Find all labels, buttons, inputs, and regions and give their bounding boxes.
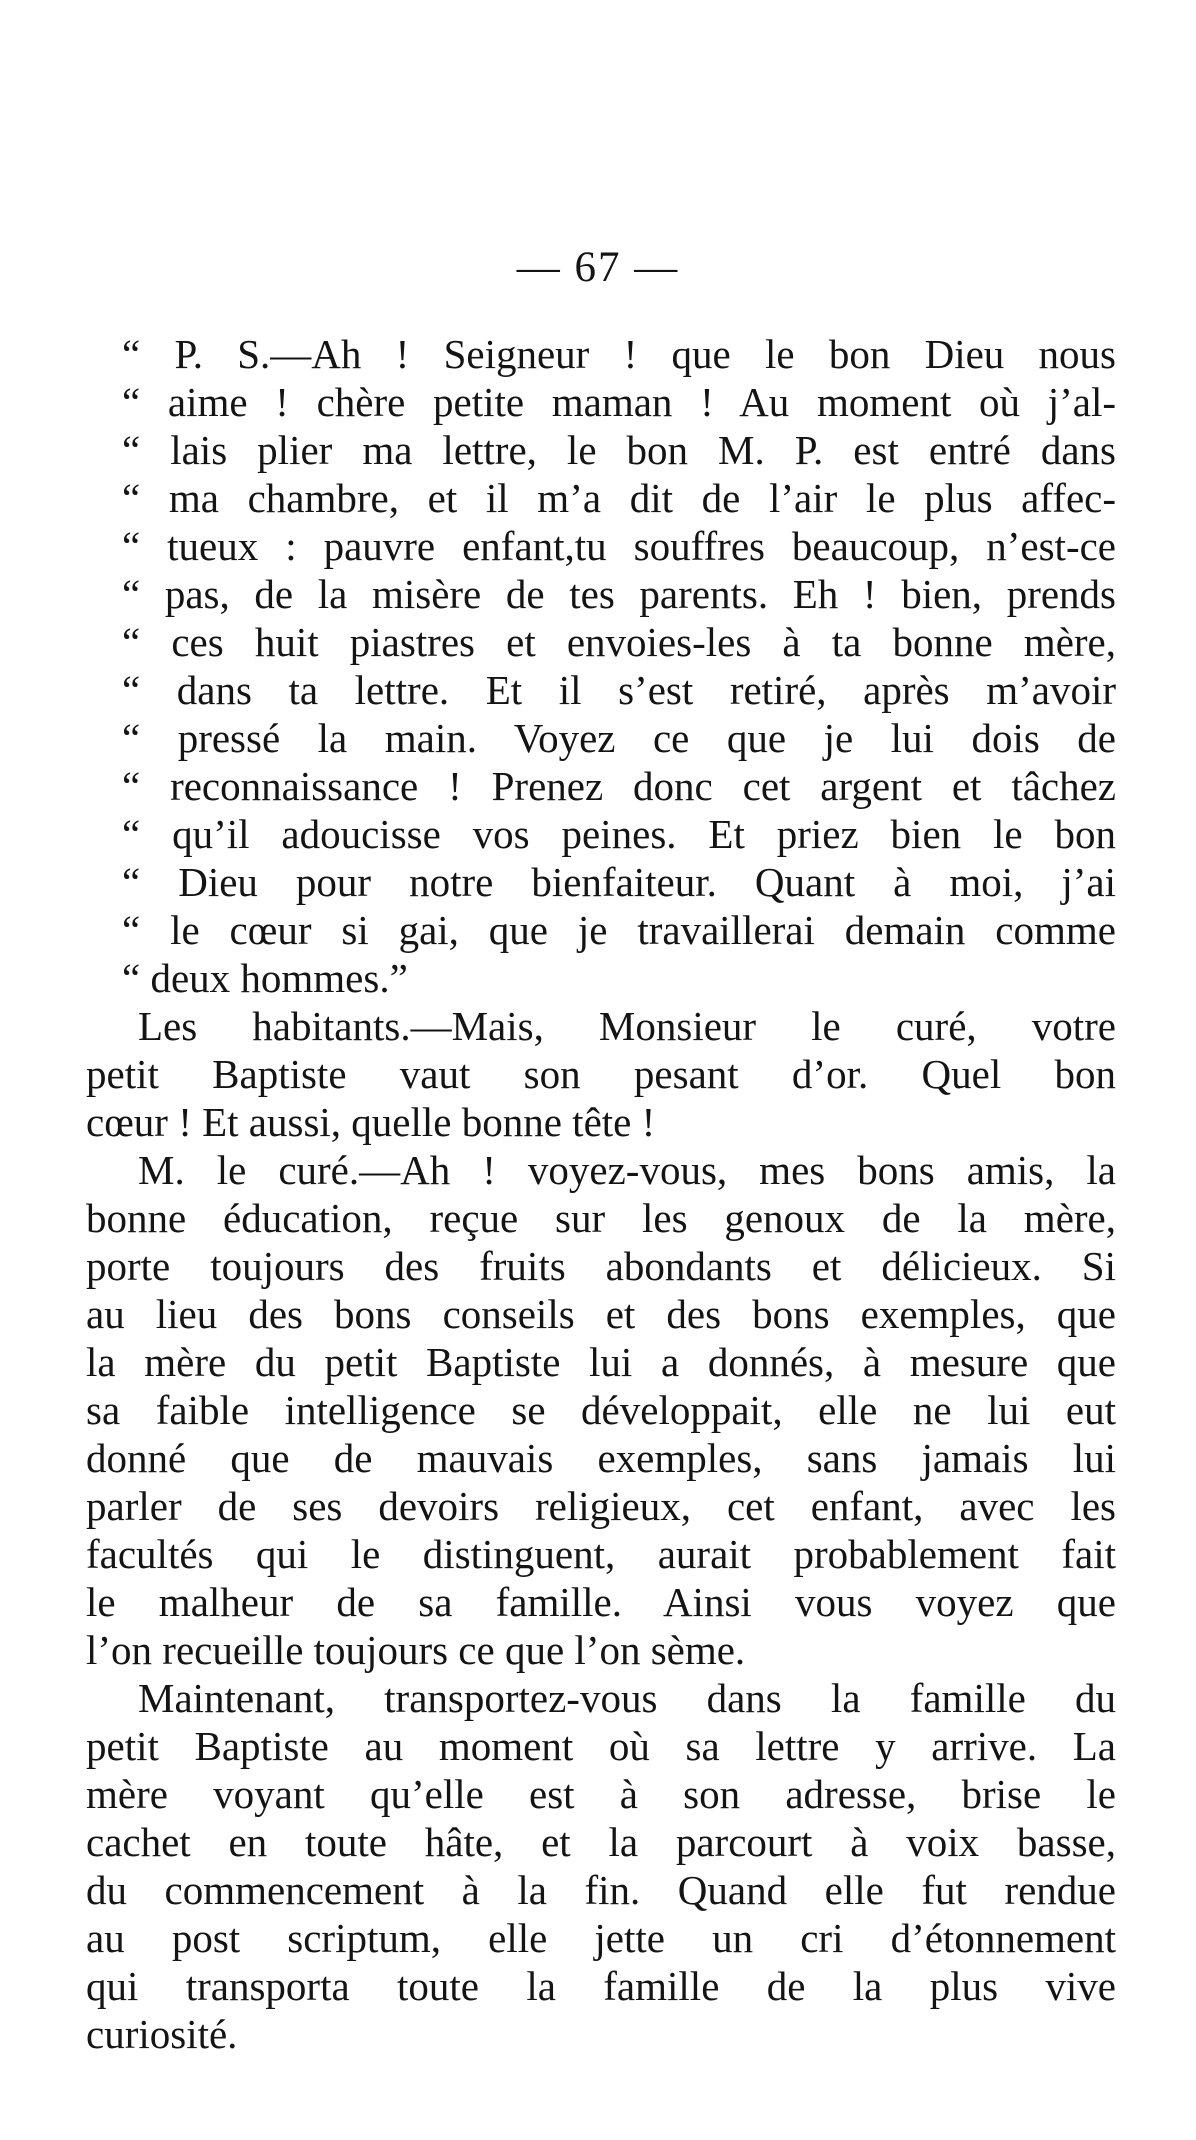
text-line: donné que de mauvais exemples, sans jamais lui xyxy=(86,1435,1116,1481)
text-line: petit Baptiste au moment où sa lettre y arrive. La xyxy=(86,1723,1116,1769)
text-line: facultés qui le distinguent, aurait probablement fait xyxy=(86,1531,1116,1577)
text-line: “ pas, de la misère de tes parents. Eh ! bien, prends xyxy=(122,571,1116,617)
text-line: “ le cœur si gai, que je travaillerai demain comme xyxy=(122,907,1116,953)
text-line: le malheur de sa famille. Ainsi vous voyez que xyxy=(86,1579,1116,1625)
text-line: au post scriptum, elle jette un cri d’étonnement xyxy=(86,1915,1116,1961)
text-line: “ ces huit piastres et envoies-les à ta bonne mère, xyxy=(122,619,1116,665)
text-line: curiosité. xyxy=(86,2011,238,2057)
text-line: “ aime ! chère petite maman ! Au moment où j’al- xyxy=(122,379,1116,425)
text-line: “ dans ta lettre. Et il s’est retiré, après m’avoir xyxy=(122,667,1116,713)
text-line: cachet en toute hâte, et la parcourt à voix basse, xyxy=(86,1819,1116,1865)
text-line: “ lais plier ma lettre, le bon M. P. est entré dans xyxy=(122,427,1116,473)
text-line: mère voyant qu’elle est à son adresse, brise le xyxy=(86,1771,1116,1817)
text-line: M. le curé.—Ah ! voyez-vous, mes bons amis, la xyxy=(138,1147,1116,1193)
text-line: Maintenant, transportez-vous dans la famille du xyxy=(138,1675,1116,1721)
text-line: “ deux hommes.” xyxy=(122,955,408,1001)
text-line: “ reconnaissance ! Prenez donc cet argent et tâchez xyxy=(122,763,1116,809)
text-line: “ Dieu pour notre bienfaiteur. Quant à moi, j’ai xyxy=(122,859,1116,905)
text-line: l’on recueille toujours ce que l’on sème. xyxy=(86,1627,746,1673)
text-line: cœur ! Et aussi, quelle bonne tête ! xyxy=(86,1099,656,1145)
text-line: “ P. S.—Ah ! Seigneur ! que le bon Dieu nous xyxy=(122,331,1116,377)
text-line: “ qu’il adoucisse vos peines. Et priez bien le bon xyxy=(122,811,1116,857)
text-line: sa faible intelligence se développait, elle ne lui eut xyxy=(86,1387,1116,1433)
text-line: “ pressé la main. Voyez ce que je lui dois de xyxy=(122,715,1116,761)
body-text xyxy=(86,330,1116,2058)
text-line: porte toujours des fruits abondants et délicieux. Si xyxy=(86,1243,1116,1289)
text-line: “ tueux : pauvre enfant,tu souffres beaucoup, n’est-ce xyxy=(122,523,1116,569)
text-line: “ ma chambre, et il m’a dit de l’air le plus affec- xyxy=(122,475,1116,521)
text-line: la mère du petit Baptiste lui a donnés, à mesure que xyxy=(86,1339,1116,1385)
text-line: du commencement à la fin. Quand elle fut rendue xyxy=(86,1867,1116,1913)
text-line: qui transporta toute la famille de la plus vive xyxy=(86,1963,1116,2009)
text-line: au lieu des bons conseils et des bons exemples, que xyxy=(86,1291,1116,1337)
text-line: bonne éducation, reçue sur les genoux de la mère, xyxy=(86,1195,1116,1241)
text-line: petit Baptiste vaut son pesant d’or. Quel bon xyxy=(86,1051,1116,1097)
text-line: parler de ses devoirs religieux, cet enfant, avec les xyxy=(86,1483,1116,1529)
page-number: — 67 — xyxy=(516,244,680,291)
text-line: Les habitants.—Mais, Monsieur le curé, votre xyxy=(138,1003,1116,1049)
